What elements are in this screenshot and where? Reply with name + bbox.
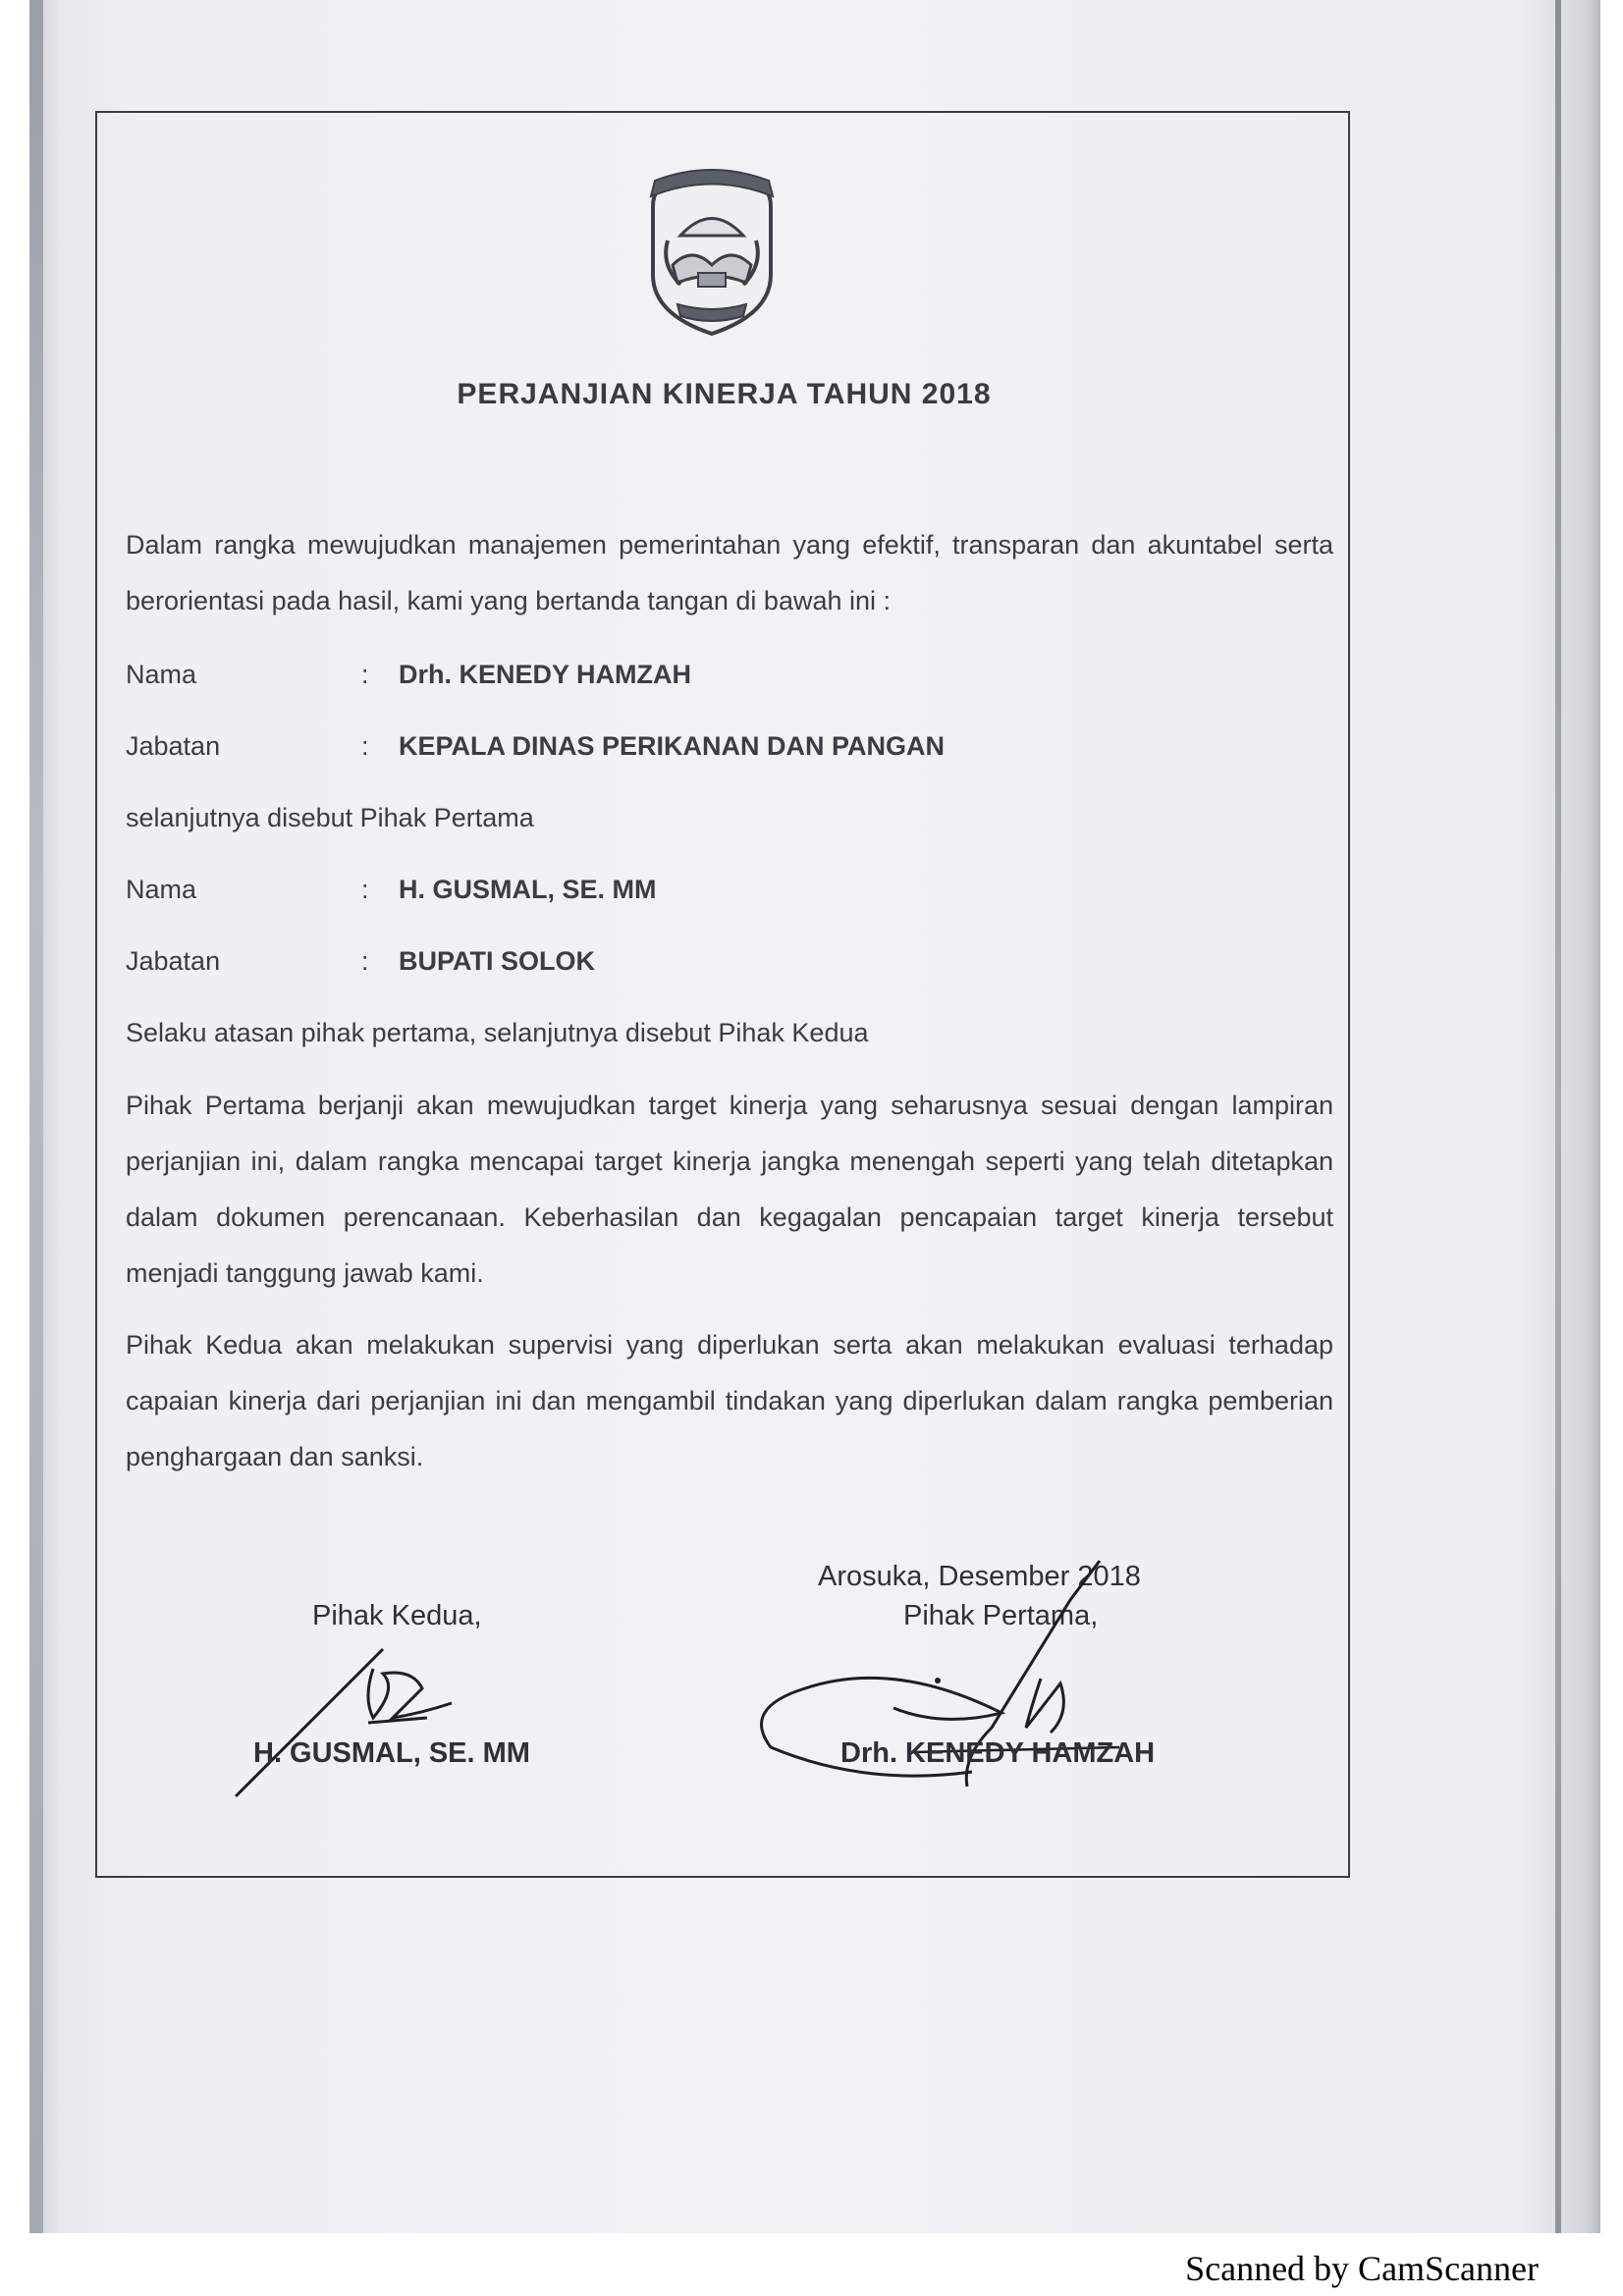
party2-name-row bbox=[126, 875, 657, 905]
party1-position-value: KEPALA DINAS PERIKANAN DAN PANGAN bbox=[399, 731, 946, 761]
party2-position-row bbox=[126, 946, 595, 977]
supervision-text: Pihak Kedua akan melakukan supervisi yang diperlukan serta akan melakukan evaluasi terhadap capaian kinerja dari perjanjian ini dan mengambil tindakan yang diperlukan dalam rangka pemberian penghargaan dan sanksi. bbox=[126, 1330, 1333, 1471]
party2-name-value: H. GUSMAL, SE. MM bbox=[399, 875, 657, 904]
party1-note: selanjutnya disebut Pihak Pertama bbox=[126, 803, 534, 832]
sign-right-role: Pihak Pertama, bbox=[903, 1600, 1099, 1631]
party1-name-colon: : bbox=[361, 660, 369, 689]
party2-position-colon: : bbox=[361, 946, 369, 976]
regency-emblem-logo bbox=[633, 167, 790, 339]
party1-name-row bbox=[126, 660, 692, 690]
sign-left-name: H. GUSMAL, SE. MM bbox=[253, 1737, 530, 1769]
place-date: Arosuka, Desember 2018 bbox=[818, 1561, 1141, 1592]
party1-name-value: Drh. KENEDY HAMZAH bbox=[399, 660, 692, 689]
party2-position-label: Jabatan bbox=[126, 946, 221, 976]
sign-right-name: Drh. KENEDY HAMZAH bbox=[840, 1737, 1156, 1769]
party2-name-colon: : bbox=[361, 875, 369, 904]
party1-name-label: Nama bbox=[126, 660, 197, 689]
party1-position-label: Jabatan bbox=[126, 731, 221, 761]
sign-left-role: Pihak Kedua, bbox=[312, 1600, 482, 1631]
party2-position-value: BUPATI SOLOK bbox=[399, 946, 595, 976]
party1-position-row bbox=[126, 731, 946, 762]
obligation-text: Pihak Pertama berjanji akan mewujudkan target kinerja yang seharusnya sesuai dengan lampiran perjanjian ini, dalam rangka mencapai target kinerja jangka menengah seperti yang telah ditetapkan dalam dokumen perencanaan. Keberhasilan dan kegagalan pencapaian target kinerja tersebut menjadi tanggung jawab kami. bbox=[126, 1091, 1333, 1288]
intro-text: Dalam rangka mewujudkan manajemen pemerintahan yang efektif, transparan dan akuntabel serta berorientasi pada hasil, kami yang bertanda tangan di bawah ini : bbox=[126, 530, 1333, 615]
party2-note: Selaku atasan pihak pertama, selanjutnya disebut Pihak Kedua bbox=[126, 1018, 869, 1047]
obligation-paragraph bbox=[126, 1078, 1333, 1302]
party2-name-label: Nama bbox=[126, 875, 197, 904]
document-title: PERJANJIAN KINERJA TAHUN 2018 bbox=[457, 378, 992, 410]
supervision-paragraph bbox=[126, 1317, 1333, 1485]
scanner-watermark: Scanned by CamScanner bbox=[1185, 2249, 1539, 2288]
party1-position-colon: : bbox=[361, 731, 369, 761]
right-signature bbox=[746, 1541, 1198, 1826]
left-signature bbox=[226, 1629, 481, 1806]
intro-paragraph bbox=[126, 517, 1333, 629]
